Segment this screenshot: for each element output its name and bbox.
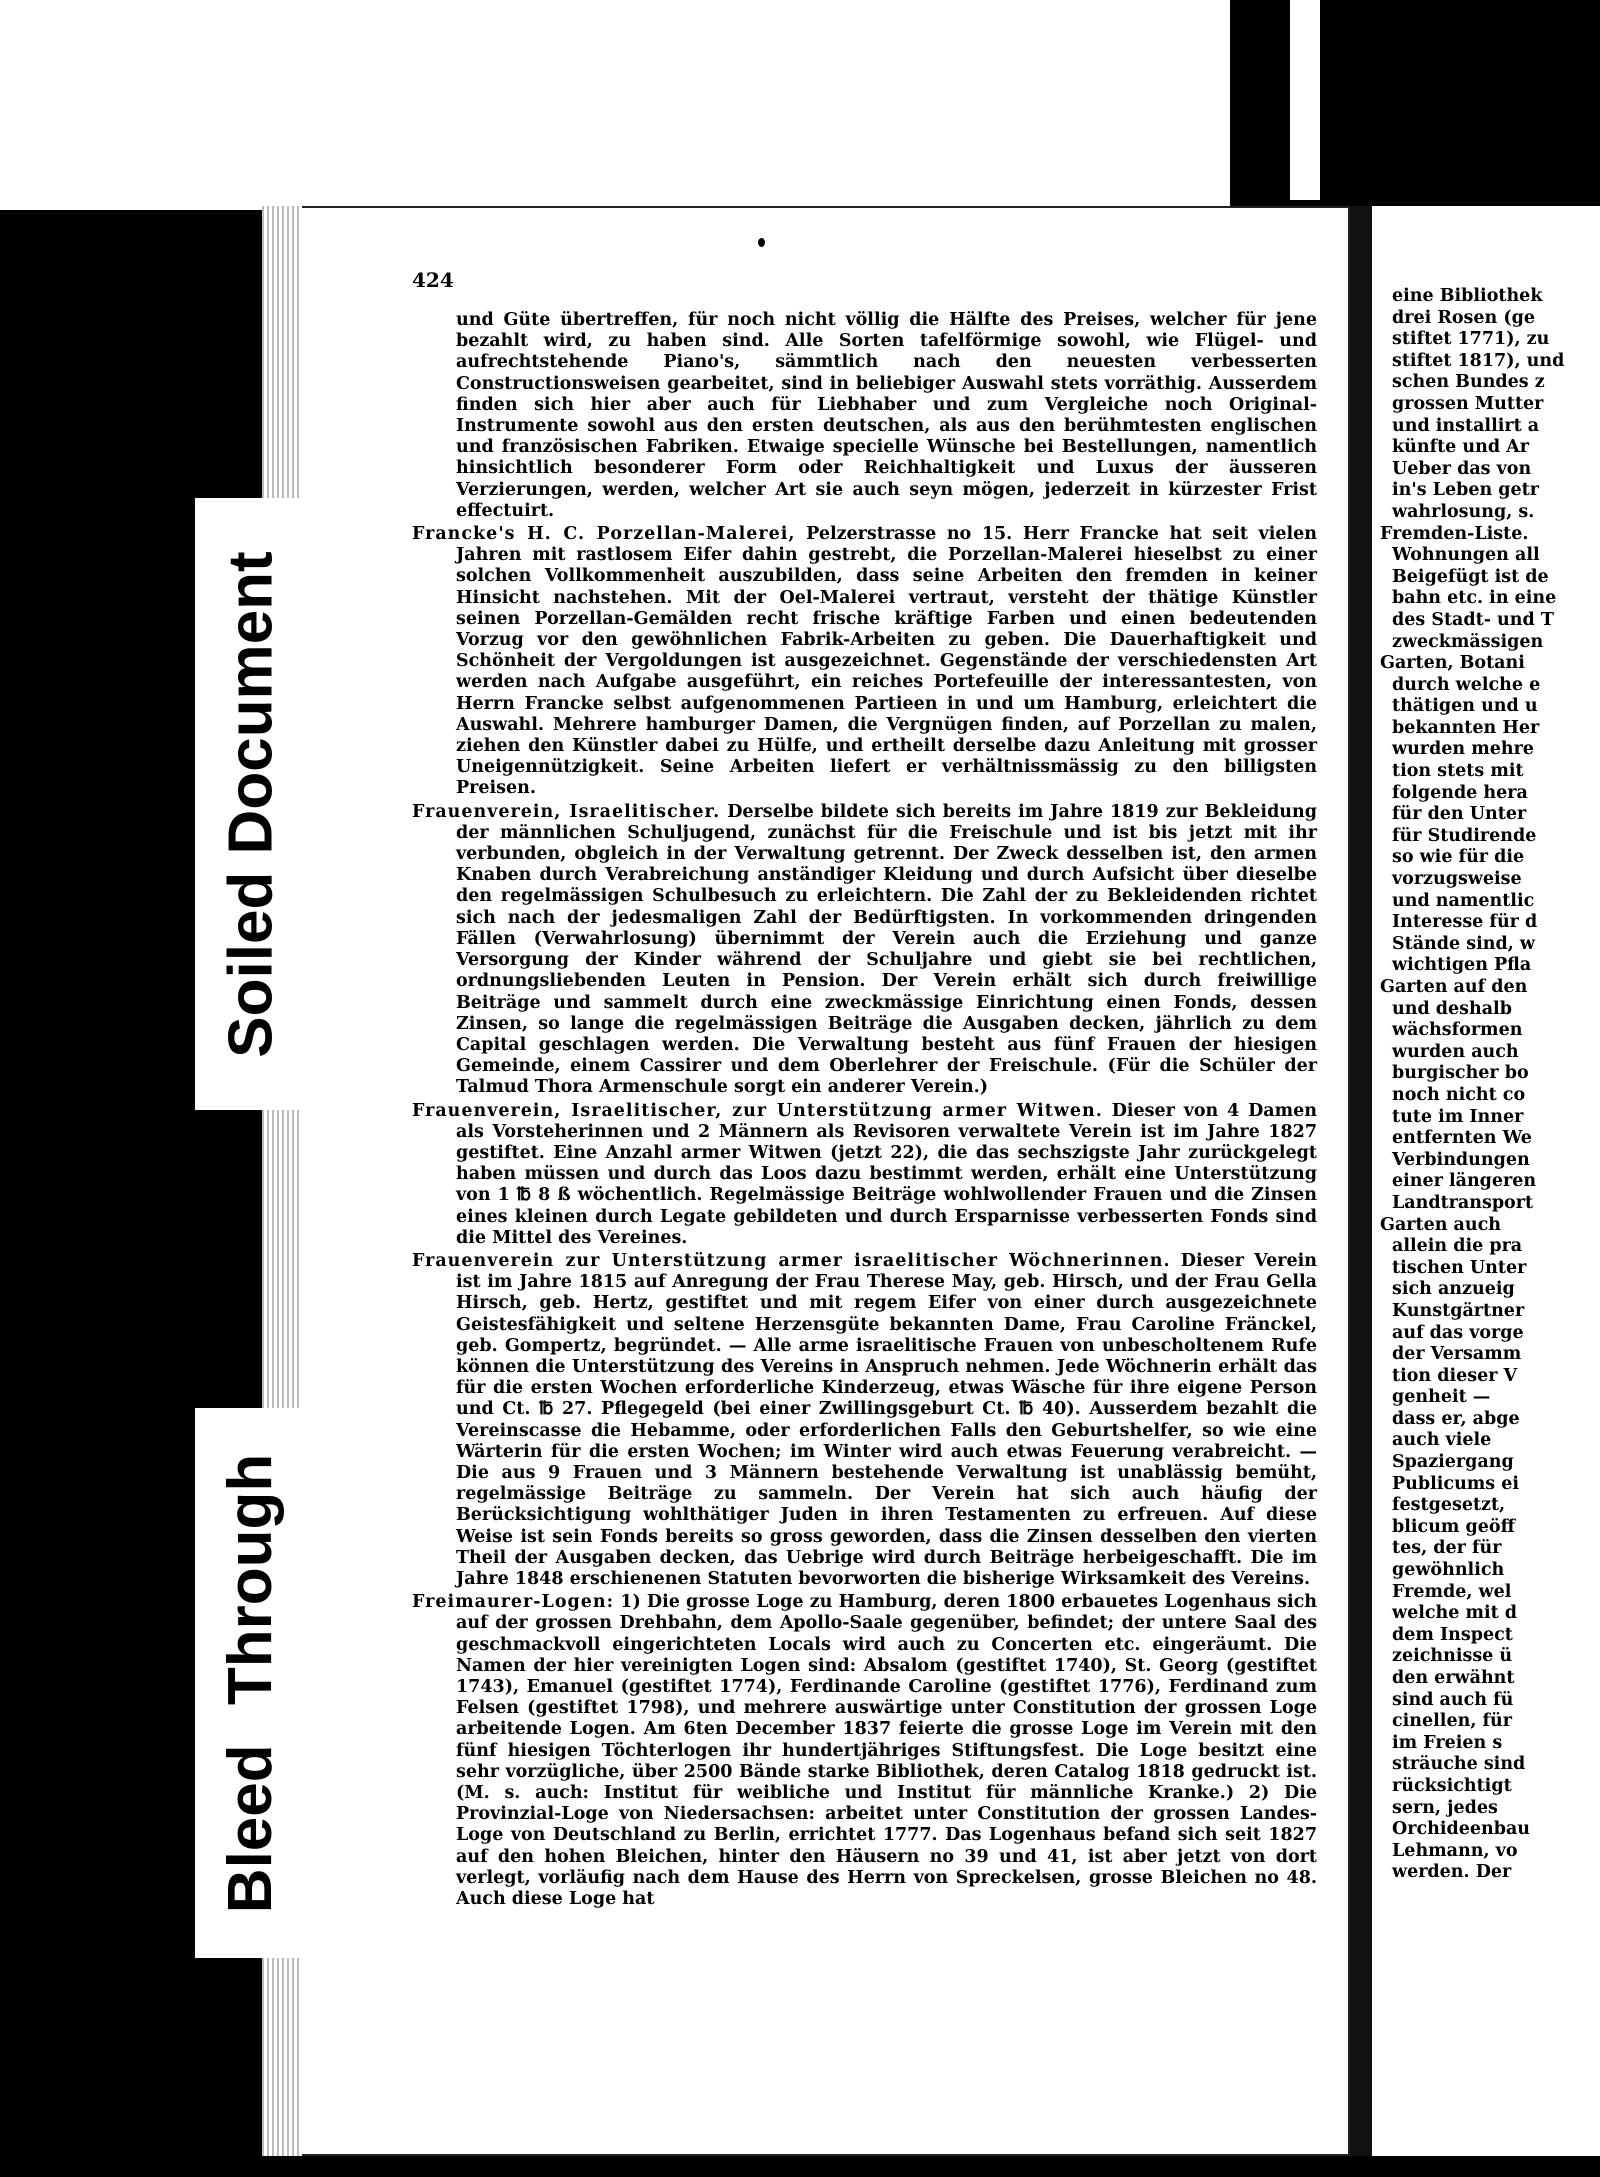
entry-heading: Frauenverein zur Unterstützung armer israelitischer Wöchnerinnen. [412,1250,1171,1271]
ink-spot [758,238,765,247]
entry-text: Derselbe bildete sich bereits im Jahre 1819 zur Bekleidung der männlichen Schuljugend, zunächst für die Freischule und ist bis jetzt mit ihr verbunden, obgleich in der Verwaltung getrennt. Der Zweck desselben ist, den armen Knaben durch Verabreichung anständiger Kleidung und durch Aufsicht über dieselbe den regelmässigen Schulbesuch zu erleichtern. Die Zahl der zu Bekleidenden richtet sich nach der jedesmaligen Zahl der Bedürftigsten. In vorkommenden dringenden Fällen (Verwahrlosung) übernimmt der Verein auch die Erziehung und ganze Versorgung der Kinder während der Schuljahre und giebt sie bei rechtlichen, ordnungsliebenden Leuten in Pension. Der Verein erhält sich durch freiwillige Beiträge und sammelt durch eine zweckmässige Einrichtung einen Fonds, dessen Zinsen, so lange die regelmässigen Beiträge die Ausgaben decken, jährlich zu dem Capital geschlagen werden. Die Verwaltung besteht aus fünf Frauen der hiesigen Gemeinde, einem Cassirer und dem Oberlehrer der Freischule. (Für die Schüler der Talmud Thora Armenschule sorgt ein anderer Verein.) [456,801,1317,1098]
right-page-line: cinellen, für [1392,1711,1512,1732]
entry-text: Pelzerstrasse no 15. Herr Francke hat seit vielen Jahren mit rastlosem Eifer dahin gestrebt, die Porzellan-Malerei hieselbst zu einer solchen Vollkommenheit auszubilden, dass seine Arbeiten den fremden in keiner Hinsicht nachstehen. Mit der Oel-Malerei vertraut, versteht der thätige Künstler seinen Porzellan-Gemälden recht frische kräftige Farben und einen bedeutenden Vorzug vor den gewöhnlichen Fabrik-Arbeiten zu geben. Die Dauerhaftigkeit und Schönheit der Vergoldungen ist ausgezeichnet. Gegenstände der verschiedensten Art werden nach Aufgabe ausgeführt, ein reiches Portefeuille der interessantesten, von Herrn Francke selbst aufgenommenen Partieen in und um Hamburg, erleichtert die Auswahl. Mehrere hamburger Damen, die Vergnügen finden, auf Porzellan zu malen, ziehen den Künstler dabei zu Hülfe, und ertheilt derselbe dazu Anleitung mit grosser Uneigennützigkeit. Seine Arbeiten liefert er verhältnissmässig zu den billigsten Preisen. [456,524,1317,799]
right-page-line: und installirt a [1392,415,1540,436]
page-number: 424 [412,268,454,292]
entry [412,1592,1317,1910]
right-page-line: Stände sind, w [1392,933,1535,954]
right-page-line: zweckmässigen [1392,631,1544,652]
right-page-line: Garten auf den [1380,977,1528,997]
right-page-line: grossen Mutter [1392,393,1544,414]
right-page-line: eine Bibliothek [1392,286,1543,306]
right-page-line: durch welche e [1392,674,1541,695]
right-page-line: gewöhnlich [1392,1560,1505,1581]
right-page-line: drei Rosen (ge [1392,307,1535,328]
right-page-line: auch viele [1392,1430,1492,1451]
right-page-line: zeichnisse ü [1392,1646,1513,1667]
right-page-line: Landtransport [1392,1192,1534,1213]
entry-text: Dieser von 4 Damen als Vorsteherinnen und 2 Männern als Revisoren verwaltete Verein ist im Jahre 1827 gestiftet. Eine Anzahl armer Witwen (jetzt 22), die das sechszigste Jahr zurückgelegt haben müssen und durch das Loos dazu bestimmt werden, erhält eine Unterstützung von 1 ℔ 8 ß wöchentlich. Regelmässige Beiträge wohlwollender Frauen und die Zinsen eines kleinen durch Legate gebildeten und durch Ersparnisse verbesserten Fonds sind die Mittel des Vereines. [456,1100,1317,1248]
right-page-line: Orchideenbau [1392,1819,1531,1840]
right-page-line: wurden mehre [1392,739,1534,760]
soiled-document-text: Soiled Document [216,550,286,1058]
bleed-through-label [195,1408,307,1958]
right-page-line: Lehmann, vo [1392,1840,1518,1861]
entry-heading: Frauenverein, Israelitischer, zur Unterstützung armer Witwen. [412,1100,1103,1121]
entry [412,524,1317,800]
right-page-line: Publicums ei [1392,1473,1520,1494]
right-page-line: Garten auch [1380,1214,1501,1235]
entry [412,802,1317,1099]
soiled-document-label [195,498,307,1110]
intro-paragraph: und Güte übertreffen, für noch nicht völlig die Hälfte des Preises, welcher für jene bezahlt wird, zu haben sind. Alle Sorten tafelförmige sowohl, wie Flügel- und aufrechtstehende Piano's, sämmtlich nach den neuesten verbesserten Constructionsweisen gearbeitet, sind in beliebiger Auswahl stets vorräthig. Ausserdem finden sich hier aber auch für Liebhaber und zum Vergleiche noch Original-Instrumente sowohl aus den ersten deutschen, als aus den berühmtesten englischen und französischen Fabriken. Etwaige specielle Wünsche bei Bestellungen, namentlich hinsichtlich besonderer Form oder Reichhaltigkeit und Luxus der äusseren Verzierungen, werden, welcher Art sie auch seyn mögen, jederzeit in kürzester Frist effectuirt. [456,310,1317,521]
entry-text: Dieser Verein ist im Jahre 1815 auf Anregung der Frau Therese May, geb. Hirsch, und der Frau Gella Hirsch, geb. Hertz, gestiftet und mit regem Eifer von einer durch ausgezeichnete Geistesfähigkeit und seltene Herzensgüte bekannten Dame, Frau Caroline Fränckel, geb. Gompertz, begründet. — Alle arme israelitische Frauen von unbescholtenem Rufe können die Unterstützung des Vereins in Anspruch nehmen. Jede Wöchnerin erhält das für die ersten Wochen erforderliche Kinderzeug, etwas Wäsche für ihre eigene Person und Ct. ℔ 27. Pflegegeld (bei einer Zwillingsgeburt Ct. ℔ 40). Ausserdem bezahlt die Vereinscasse die Hebamme, oder erforderlichen Falls den Geburtshelfer, so wie eine Wärterin für die ersten Wochen; im Winter wird auch etwas Feuerung verabreicht. — Die aus 9 Frauen und 3 Männern bestehende Verwaltung ist unablässig bemüht, regelmässige Beiträge zu sammeln. Der Verein hat sich auch häufig der Berücksichtigung wohlthätiger Juden in ihren Testamenten zu erfreuen. Auf diese Weise ist sein Fonds bereits so gross geworden, dass die Zinsen desselben den vierten Theil der Ausgaben decken, das Uebrige wird durch Beiträge herbeigeschafft. Die im Jahre 1848 erschienenen Statuten bevorworten die bisherige Wirksamkeit des Vereins. [456,1250,1317,1589]
right-page-line: tischen Unter [1392,1257,1527,1278]
right-page-line: und deshalb [1392,998,1512,1019]
right-page-line: einer längeren [1392,1171,1537,1192]
right-page-line: tion dieser V [1392,1365,1518,1386]
right-page-line: wurden auch [1392,1041,1519,1062]
right-page-line: rücksichtigt [1392,1775,1512,1796]
right-page-line: Ueber das von [1392,458,1532,479]
right-page-line: tute im Inner [1392,1106,1524,1127]
right-page-line: werden. Der [1392,1862,1512,1883]
bleed-through-text: Bleed Through [216,1453,286,1913]
scan-dark-region [1230,0,1600,210]
right-page-line: folgende hera [1392,782,1528,803]
right-page-line: sind auch fü [1392,1689,1514,1710]
right-page-line: welche mit d [1392,1603,1518,1624]
book-gutter [1350,206,1372,2156]
right-page-line: Garten, Botani [1380,653,1525,674]
right-page-line: Wohnungen all [1392,545,1540,566]
right-page-line: tion stets mit [1392,761,1524,782]
right-page-line: entfernten We [1392,1128,1532,1149]
right-page-line: des Stadt- und T [1392,609,1554,630]
scan-background-top [0,0,1230,210]
right-page-line: sträuche sind [1392,1754,1526,1775]
right-page-line: Fremden-Liste. [1380,523,1529,544]
right-page-line: dass er, abge [1392,1408,1520,1429]
right-page-line: blicum geöff [1392,1516,1515,1537]
right-page-line: genheit — [1392,1387,1491,1408]
right-page-line: burgischer bo [1392,1063,1529,1084]
right-page-line: wächsformen [1392,1020,1523,1041]
right-page-line: tes, der für [1392,1538,1502,1559]
right-page-line: Beigefügt ist de [1392,566,1549,587]
right-page-line: schen Bundes z [1392,372,1545,393]
right-page-line: den erwähnt [1392,1668,1515,1688]
entry-text: 1) Die grosse Loge zu Hamburg, deren 1800 erbauetes Logenhaus sich auf der grossen Drehbahn, dem Apollo-Saale gegenüber, befindet; der untere Saal des geschmackvoll eingerichteten Locals wird auch zu Concerten etc. eingeräumt. Die Namen der hier vereinigten Logen sind: Absalom (gestiftet 1740), St. Georg (gestiftet 1743), Emanuel (gestiftet 1774), Ferdinande Caroline (gestiftet 1776), Ferdinand zum Felsen (gestiftet 1798), und mehrere auswärtige unter Constitution der grossen Loge arbeitende Logen. Am 6ten December 1837 feierte die grosse Loge im Verein mit den fünf hiesigen Töchterlogen ihr hundertjähriges Stiftungsfest. Die Loge besitzt eine sehr vorzügliche, über 2500 Bände starke Bibliothek, deren Catalog 1818 gedruckt ist. (M. s. auch: Institut für weibliche und Institut für männliche Kranke.) 2) Die Provinzial-Loge von Niedersachsen: arbeitet unter Constitution der grossen Landes-Loge von Deutschland zu Berlin, errichtet 1777. Das Logenhaus befand sich seit 1827 auf den hohen Bleichen, hinter den Häusern no 39 und 41, ist aber jetzt von dort verlegt, vorläufig nach dem Hause des Herrn von Spreckelsen, grosse Bleichen no 48. Auch diese Loge hat [456,1592,1317,1910]
entry-heading: Freimaurer-Logen: [412,1592,615,1613]
right-page-line: noch nicht co [1392,1084,1526,1105]
left-page-text [412,270,1317,1910]
entry [412,1251,1317,1590]
right-page-line: im Freien s [1392,1732,1503,1753]
right-page-line: künfte und Ar [1392,437,1529,458]
right-page-line: vorzugsweise [1392,869,1522,890]
right-page-line: Interesse für d [1392,912,1538,933]
right-page [1372,206,1600,2156]
right-page-line: sern, jedes [1392,1797,1498,1818]
right-page-line: allein die pra [1392,1236,1523,1257]
entry [412,1101,1317,1249]
entry-heading: Frauenverein, Israelitischer. [412,801,721,822]
right-page-line: Kunstgärtner [1392,1300,1525,1321]
right-page-line: Fremde, wel [1392,1581,1512,1602]
right-page-line: sich anzueig [1392,1279,1515,1300]
right-page-line: in's Leben getr [1392,480,1539,501]
right-page-line: wichtigen Pfla [1392,955,1532,976]
right-page-column [1380,286,1600,1884]
right-page-line: der Versamm [1392,1344,1522,1365]
right-page-line: so wie für die [1392,847,1525,868]
right-page-line: dem Inspect [1392,1624,1513,1645]
right-page-line: bahn etc. in eine [1392,588,1557,609]
entry-list [412,524,1317,1910]
right-page-line: und namentlic [1392,890,1535,911]
entry-heading: Francke's H. C. Porzellan-Malerei, [412,524,796,545]
right-page-line: Verbindungen [1392,1149,1530,1170]
right-page-line: festgesetzt, [1392,1495,1506,1516]
right-page-line: für Studirende [1392,825,1537,846]
scan-light-strip [1290,0,1320,200]
right-page-line: stiftet 1771), zu [1392,329,1550,350]
right-page-line: für den Unter [1392,804,1527,825]
right-page-line: wahrlosung, s. [1392,501,1535,522]
right-page-line: stiftet 1817), und [1392,350,1565,371]
right-page-line: auf das vorge [1392,1322,1524,1343]
right-page-line: bekannten Her [1392,717,1540,738]
right-page-line: Spaziergang [1392,1452,1514,1473]
right-page-line: thätigen und u [1392,696,1538,717]
